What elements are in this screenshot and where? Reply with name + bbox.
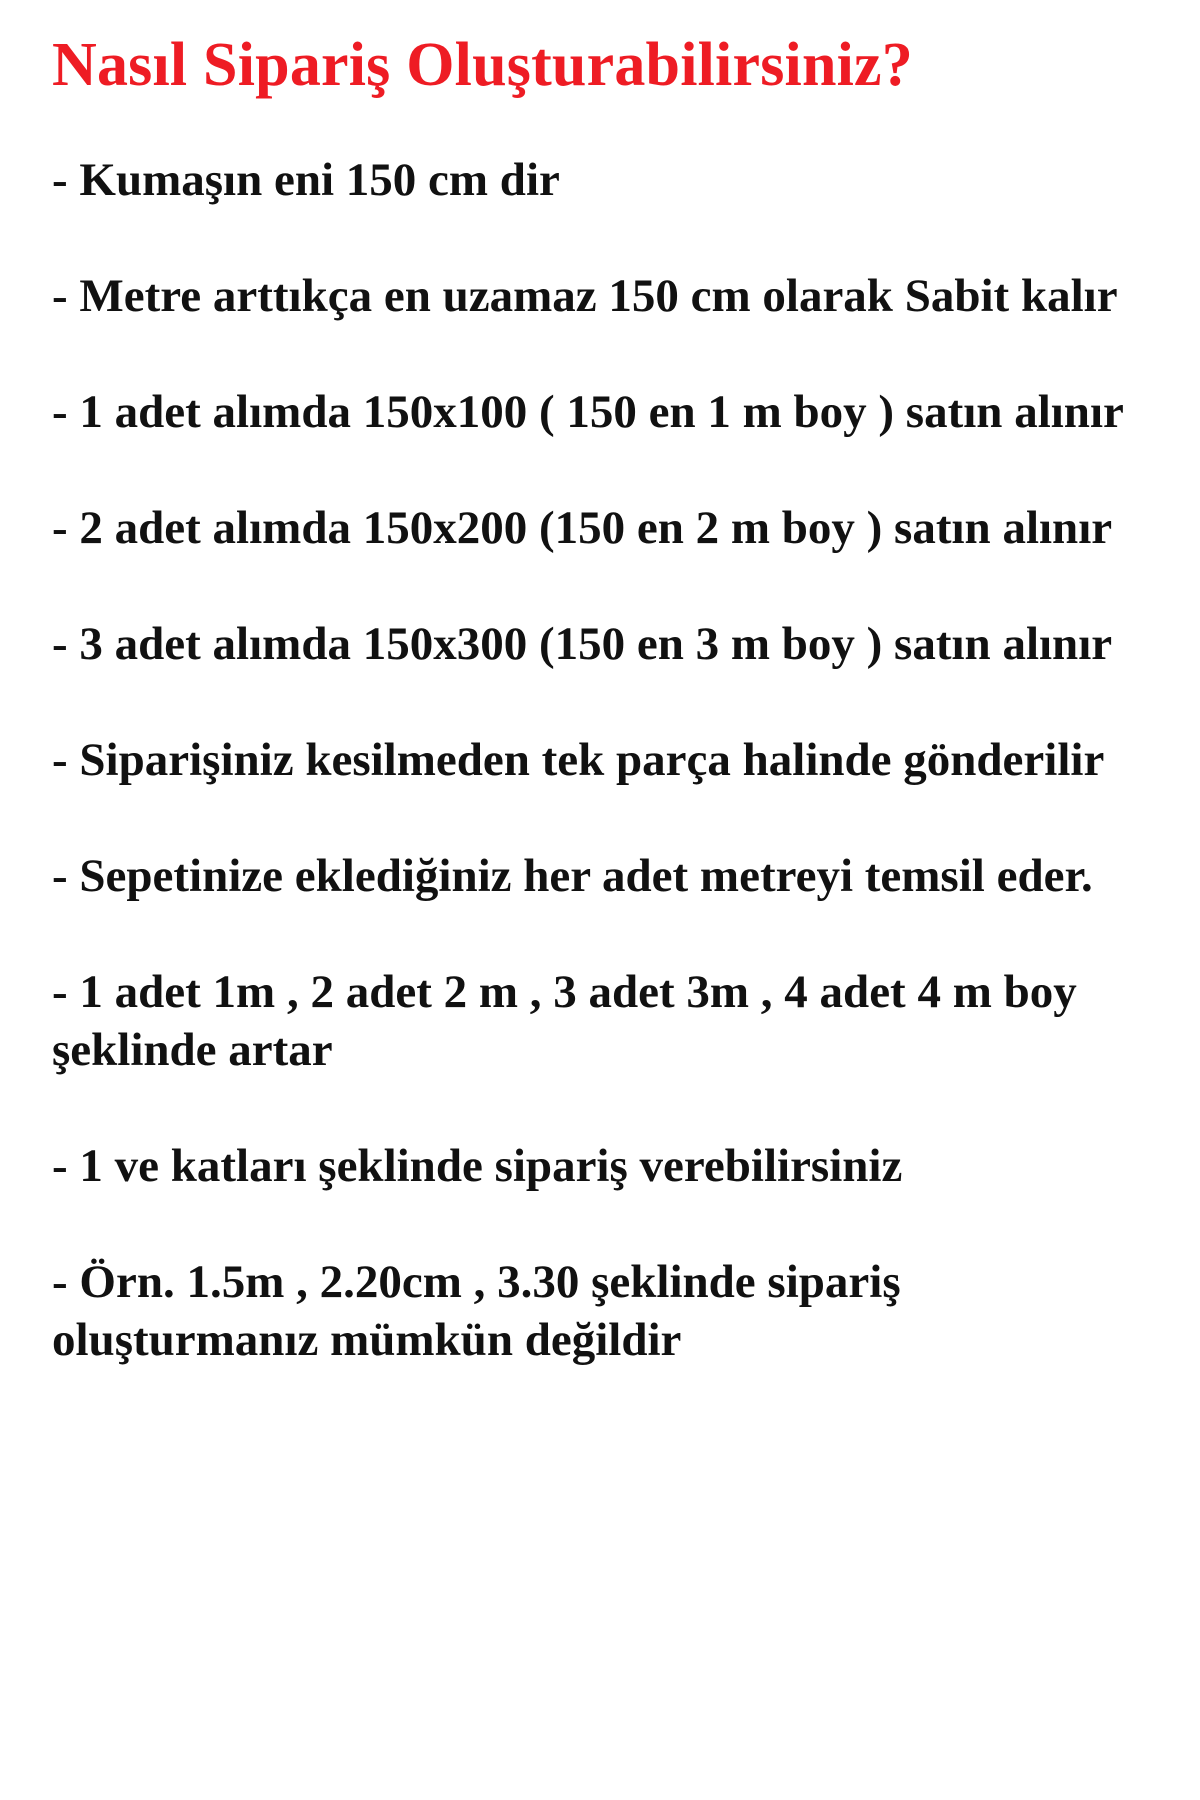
instruction-fabric-width: - Kumaşın eni 150 cm dir bbox=[52, 154, 560, 206]
order-instructions-document bbox=[52, 22, 1172, 1366]
instruction-unit-meaning: - Sepetinize eklediğiniz her adet metreyi temsil eder. bbox=[52, 850, 1093, 902]
page-title: Nasıl Sipariş Oluşturabilirsiniz? bbox=[52, 31, 913, 99]
instruction-fixed-width: - Metre arttıkça en uzamaz 150 cm olarak Sabit kalır bbox=[52, 270, 1118, 322]
instruction-two-units: - 2 adet alımda 150x200 (150 en 2 m boy ) satın alınır bbox=[52, 502, 1113, 554]
instruction-one-unit: - 1 adet alımda 150x100 ( 150 en 1 m boy ) satın alınır bbox=[52, 386, 1124, 438]
instruction-multiples: - 1 ve katları şeklinde sipariş verebilirsiniz bbox=[52, 1140, 903, 1192]
instruction-length-increase: - 1 adet 1m , 2 adet 2 m , 3 adet 3m , 4 adet 4 m boy şeklinde artar bbox=[52, 966, 1077, 1076]
instruction-three-units: - 3 adet alımda 150x300 (150 en 3 m boy ) satın alınır bbox=[52, 618, 1113, 670]
instruction-single-piece: - Siparişiniz kesilmeden tek parça halinde gönderilir bbox=[52, 734, 1105, 786]
instruction-list bbox=[52, 151, 1132, 1427]
instruction-not-possible-example: - Örn. 1.5m , 2.20cm , 3.30 şeklinde sipariş oluşturmanız mümkün değildir bbox=[52, 1256, 901, 1366]
